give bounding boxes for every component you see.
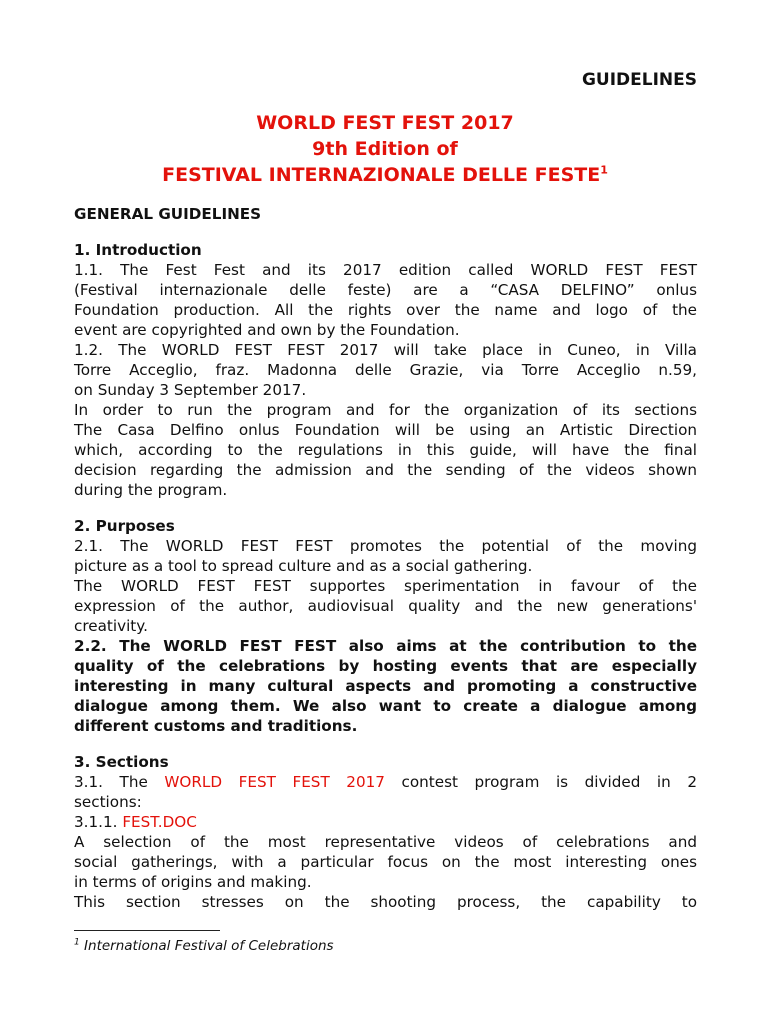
- title-line-2: 9th Edition of: [312, 138, 458, 160]
- section-3-line: This section stresses on the shooting process, the capability to: [74, 893, 697, 911]
- section-1-line: In order to run the program and for the organization of its sections: [74, 401, 697, 419]
- section-1-line: Torre Acceglio, fraz. Madonna delle Grazie, via Torre Acceglio n.59,: [74, 361, 697, 379]
- section-3-line-1-end: contest program is divided in 2: [401, 773, 698, 791]
- section-1-line: decision regarding the admission and the sending of the videos shown: [74, 461, 697, 479]
- section-2-bold-line: different customs and traditions.: [74, 717, 358, 735]
- section-1-line: on Sunday 3 September 2017.: [74, 381, 307, 399]
- section-2-line: The WORLD FEST FEST supportes sperimentation in favour of the: [74, 577, 697, 595]
- subsection-title-fest-doc: FEST.DOC: [122, 813, 197, 831]
- document-body: [74, 204, 697, 912]
- section-3-line: in terms of origins and making.: [74, 873, 312, 891]
- page-heading: GUIDELINES: [581, 70, 697, 90]
- section-1-line: Foundation production. All the rights over the name and logo of the: [74, 301, 697, 319]
- section-3-line-1-start: 3.1. The: [74, 773, 148, 791]
- section-3-line: A selection of the most representative videos of celebrations and: [74, 833, 697, 851]
- section-2-line: 2.1. The WORLD FEST FEST promotes the potential of the moving: [74, 537, 697, 555]
- section-2-line: expression of the author, audiovisual quality and the new generations': [74, 597, 697, 615]
- section-2-bold-line: quality of the celebrations by hosting events that are especially: [74, 657, 697, 675]
- section-3-line: social gatherings, with a particular focus on the most interesting ones: [74, 853, 697, 871]
- section-1-line: during the program.: [74, 481, 228, 499]
- section-2-heading: 2. Purposes: [74, 517, 175, 535]
- section-1-line: which, according to the regulations in this guide, will have the final: [74, 441, 697, 459]
- section-2-bold-line: 2.2. The WORLD FEST FEST also aims at the contribution to the: [74, 637, 697, 655]
- subsection-number: 3.1.1.: [74, 813, 118, 831]
- footnote-text: International Festival of Celebrations: [84, 938, 334, 954]
- section-3-subsection-heading: [74, 812, 697, 832]
- title-footnote-ref: 1: [600, 163, 608, 177]
- section-1-heading: 1. Introduction: [74, 241, 202, 259]
- general-guidelines-heading: GENERAL GUIDELINES: [74, 205, 262, 223]
- section-1-line: (Festival internazionale delle feste) are a “CASA DELFINO” onlus: [74, 281, 697, 299]
- section-1-line: The Casa Delfino onlus Foundation will be using an Artistic Direction: [74, 421, 697, 439]
- section-3-heading: 3. Sections: [74, 753, 169, 771]
- section-3-line-1: [74, 772, 697, 792]
- section-1-line: event are copyrighted and own by the Foundation.: [74, 321, 460, 339]
- section-1-line: 1.1. The Fest Fest and its 2017 edition called WORLD FEST FEST: [74, 261, 697, 279]
- section-1-line: 1.2. The WORLD FEST FEST 2017 will take place in Cuneo, in Villa: [74, 341, 697, 359]
- event-name-highlight: WORLD FEST FEST 2017: [164, 773, 385, 791]
- section-2-line: picture as a tool to spread culture and as a social gathering.: [74, 557, 533, 575]
- section-3-line-2: sections:: [74, 793, 142, 811]
- section-2-line: creativity.: [74, 617, 148, 635]
- section-2-bold-line: interesting in many cultural aspects and promoting a constructive: [74, 677, 697, 695]
- footnote-ref: 1: [74, 937, 80, 948]
- title-line-3-text: FESTIVAL INTERNAZIONALE DELLE FESTE: [162, 164, 601, 186]
- title-line-1: WORLD FEST FEST 2017: [256, 112, 514, 134]
- footnote: [74, 938, 334, 954]
- title-line-3: [0, 164, 770, 186]
- footnote-divider: [74, 930, 220, 931]
- section-2-bold-line: dialogue among them. We also want to create a dialogue among: [74, 697, 697, 715]
